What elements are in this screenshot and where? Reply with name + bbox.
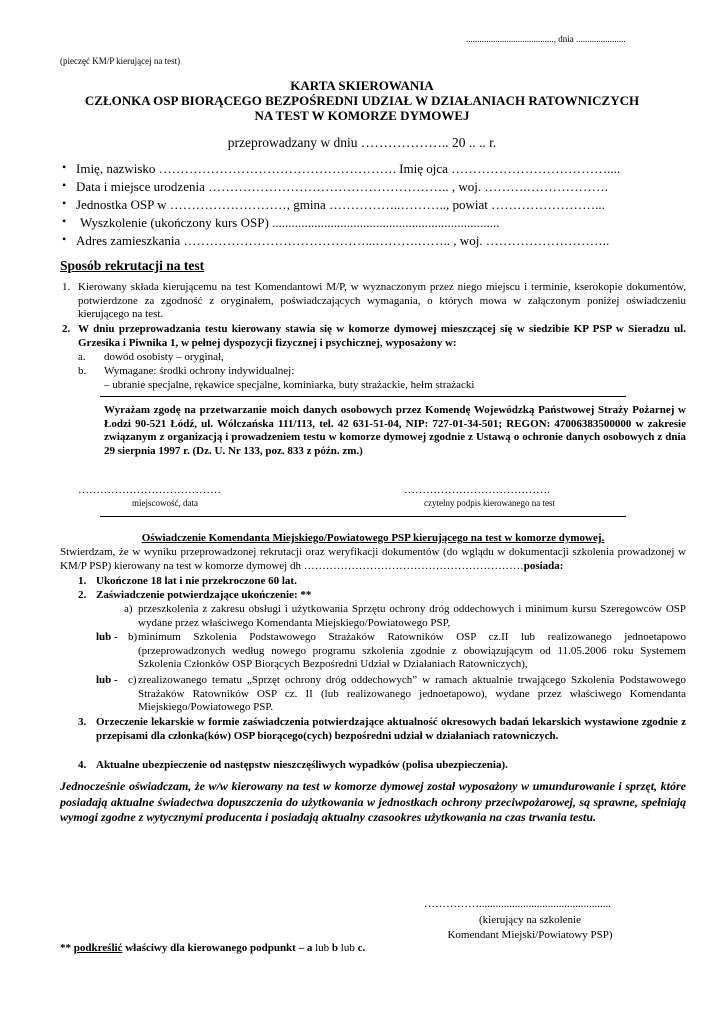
commander-label-line-2: Komendant Miejski/Powiatowy PSP) bbox=[447, 929, 613, 941]
requirement-1-number: 1. bbox=[78, 575, 87, 587]
commander-label-line-1: (kierujący na szkolenie bbox=[478, 914, 581, 926]
divider bbox=[100, 396, 626, 397]
point-2-text: W dniu przeprowadzania testu kierowany stawia się w komorze dymowej mieszczącej się w siedzibie KP PSP w Sieradzu ul. Grzesika i Piwnika 1, w pełnej dyspozycji fizycznej i psychicznej, wyposażony w: bbox=[78, 323, 686, 349]
point-2b-text: Wymagane: środki ochrony indywidualnej: bbox=[104, 365, 295, 377]
bullet-icon: • bbox=[62, 214, 67, 228]
field-unit: Jednostka OSP w ………………………, gmina ……………..……….., powiat ……………………... bbox=[76, 197, 605, 212]
field-name: Imię, nazwisko ………………………………………………. Imię ojca ……………………………….... bbox=[76, 161, 621, 176]
requirement-2-text: Zaświadczenie potwierdzające ukończenie: ** bbox=[96, 589, 312, 601]
point-2-number: 2. bbox=[62, 323, 71, 335]
field-address: Adres zamieszkania ……………………………………...……….…….. , woj. ……………………….. bbox=[76, 233, 610, 248]
title-line-3: NA TEST W KOMORZE DYMOWEJ bbox=[254, 108, 470, 123]
bullet-icon: • bbox=[62, 196, 67, 210]
requirement-3-text: Orzeczenie lekarskie w formie zaświadczenia potwierdzające aktualność okresowych badań lekarskich wystawione zgodnie z przepisami dla członka(ków) OSP biorącego(cych) bezpośredni udział w działaniach ratowniczych. bbox=[96, 716, 686, 742]
point-2a-text: dowód osobisty – oryginał, bbox=[104, 351, 224, 363]
signature-left-dots: ………………………………… bbox=[78, 484, 221, 496]
requirement-2a-prefix: a) bbox=[124, 603, 133, 615]
requirement-2b-lub: lub - bbox=[96, 631, 118, 643]
stamp-note: (pieczęć KM/P kierującej na test) bbox=[60, 56, 181, 66]
commander-signature-dots: ……………................................................ bbox=[424, 898, 611, 910]
requirement-2c-lub: lub - bbox=[96, 674, 118, 686]
requirement-2b-text: minimum Szkolenia Podstawowego Strażaków Ratowników OSP cz.II lub realizowanego jednoetapowo (przeprowadzonych według nowego programu szkolenia zgodnie z obowiązującym od 11.05.2006 roku Systemem Szkolenia Członków OSP Biorących Bezpośredni Udział w Działaniach Ratowniczych), bbox=[138, 631, 686, 670]
divider bbox=[100, 516, 626, 517]
requirement-3-number: 3. bbox=[78, 716, 87, 728]
point-2b-equipment: – ubranie specjalne, rękawice specjalne, kominiarka, buty strażackie, hełm strażacki bbox=[104, 379, 475, 391]
signature-right-dots: …………………………………. bbox=[404, 484, 550, 496]
requirement-4-text: Aktualne ubezpieczenie od następstw nieszczęśliwych wypadków (polisa ubezpieczenia). bbox=[96, 759, 508, 771]
signature-left-label: miejscowość, data bbox=[132, 498, 198, 508]
signature-right-label: czytelny podpis kierowanego na test bbox=[424, 498, 555, 508]
point-2a-label: a. bbox=[78, 351, 86, 363]
requirement-1-text: Ukończone 18 lat i nie przekroczone 60 lat. bbox=[96, 575, 297, 587]
bullet-icon: • bbox=[62, 178, 67, 192]
requirement-2c-prefix: c) bbox=[128, 674, 137, 686]
requirement-4-number: 4. bbox=[78, 759, 87, 771]
recruitment-heading: Sposób rekrutacji na test bbox=[60, 258, 205, 273]
field-training: Wyszkolenie (ukończony kurs OSP) ...................................................................... bbox=[80, 215, 500, 230]
statement-intro: Stwierdzam, że w wyniku przeprowadzonej rekrutacji oraz weryfikacji dokumentów (do wglądu w dokumentacji szkolenia prowadzonej w KM/P PSP) kierowany na test w komorze dymowej dh ……………………………………………………posiada: bbox=[60, 546, 686, 572]
point-1-text: Kierowany składa kierującemu na test Komendantowi M/P, w wyznaczonym przez niego miejscu i terminie, kserokopie dokumentów, potwierdzone za zgodność z oryginałem, poświadczających wymagania, o których mowa w załączonym poniżej oświadczeniu kierującego na test. bbox=[78, 281, 686, 320]
requirement-2c-text: zrealizowanego tematu „Sprzęt ochrony dróg oddechowych” w ramach aktualnie trwającego Szkolenia Podstawowego Strażaków Ratowników OSP cz. II (lub realizowanego jednoetapowo), wydane przez właściwego Komendanta Miejskiego/Powiatowego PSP. bbox=[138, 674, 686, 713]
date-place-line: ......................................., dnia ...................... bbox=[466, 34, 626, 44]
requirement-2-number: 2. bbox=[78, 589, 87, 601]
conducted-date-line: przeprowadzany w dniu ……………….. 20 .. .. r. bbox=[227, 135, 497, 150]
requirement-2b-prefix: b) bbox=[128, 631, 138, 643]
point-1-number: 1. bbox=[62, 281, 71, 293]
equipment-declaration: Jednocześnie oświadczam, że w/w kierowany na test w komorze dymowej został wyposażony w umundurowanie i sprzęt, które posiadają aktualne świadectwa dopuszczenia do użytkowania w jednostkach ochrony przeciwpożarowej, są sprawne, spełniają wymogi zgodne z wytycznymi producenta i posiadają aktualny czasookres użytkowania na czas trwania testu. bbox=[60, 779, 686, 824]
statement-heading: Oświadczenie Komendanta Miejskiego/Powiatowego PSP kierującego na test w komorze dymowej. bbox=[141, 532, 605, 544]
field-birth: Data i miejsce urodzenia ……………………………………………….. , woj. ……….………………. bbox=[76, 179, 608, 194]
title-line-1: KARTA SKIEROWANIA bbox=[290, 78, 434, 93]
bullet-icon: • bbox=[62, 160, 67, 174]
bullet-icon: • bbox=[62, 232, 67, 246]
title-line-2: CZŁONKA OSP BIORĄCEGO BEZPOŚREDNI UDZIAŁ W DZIAŁANIACH RATOWNICZYCH bbox=[84, 93, 640, 108]
footnote: ** podkreślić właściwy dla kierowanego podpunkt – a lub b lub c. bbox=[60, 942, 366, 954]
consent-text: Wyrażam zgodę na przetwarzanie moich danych osobowych przez Komendę Wojewódzką Państwowej Straży Pożarnej w Łodzi 90-521 Łódź, ul. Wólczańska 111/113, tel. 42 631-51-04, NIP: 727-01-34-501; REGON: 47006383500000 w zakresie związanym z organizacją i prowadzeniem testu w komorze dymowej zgodnie z Ustawą o ochronie danych osobowych z dnia 29 sierpnia 1997 r. (Dz. U. Nr 133, poz. 833 z późn. zm.) bbox=[104, 404, 686, 457]
requirement-2a-text: przeszkolenia z zakresu obsługi i użytkowania Sprzętu ochrony dróg oddechowych i minimum kursu Szeregowców OSP wydane przez właściwego Komendanta Miejskiego/Powiatowego PSP, bbox=[138, 603, 686, 629]
point-2b-label: b. bbox=[78, 365, 87, 377]
